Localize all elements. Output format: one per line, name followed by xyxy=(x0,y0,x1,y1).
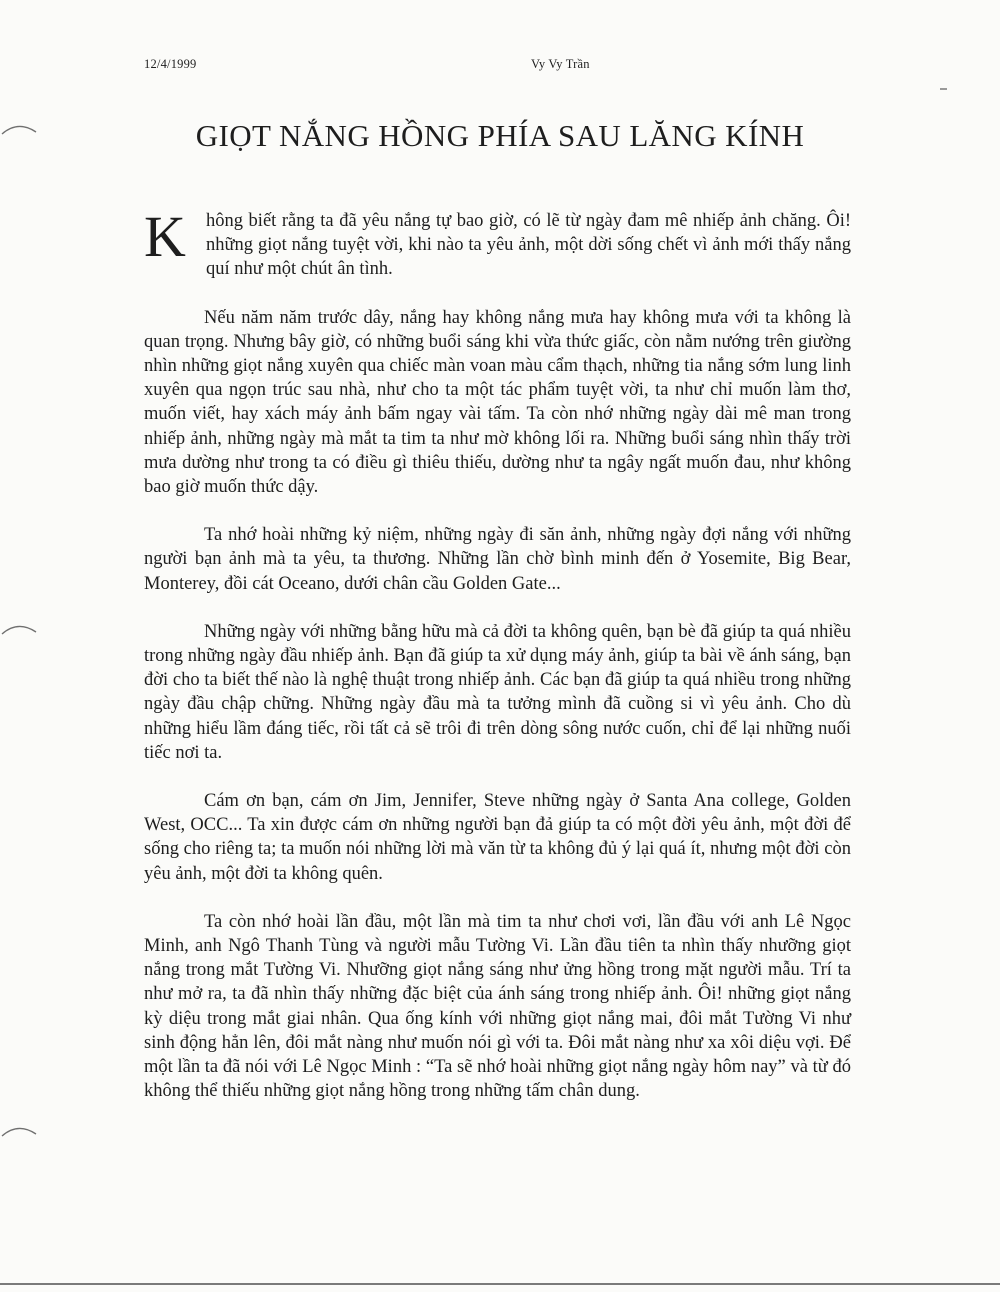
header-author: Vy Vy Trần xyxy=(531,57,590,71)
hole-punch-mark xyxy=(0,1124,42,1138)
paragraph: Những ngày với những bằng hữu mà cả đời ta không quên, bạn bè đã giúp ta quá nhiều trong những ngày đầu nhiếp ảnh. Bạn đã giúp ta xử dụng máy ảnh, giúp ta bài về ánh sáng, bạn đời cho ta biết thế nào là nghệ thuật trong nhiếp ảnh. Các bạn đã giúp ta quá nhiều trong những ngày đầu chập chững. Những ngày đầu mà ta tưởng mình đã cuồng si vì yêu ảnh. Cho dù những hiểu lầm đáng tiếc, rồi tất cả sẽ trôi đi trên dòng sông nước cuốn, chỉ để lại những nuối tiếc nơi ta. xyxy=(144,621,851,763)
paragraph: Nếu năm năm trước dây, nắng hay không nắng mưa hay không mưa với ta không là quan trọng. Nhưng bây giờ, có những buổi sáng khi vừa thức giấc, còn nằm nướng trên giường nhìn những giọt nắng xuyên qua chiếc màn voan màu cẩm thạch, những tia nắng sớm lung linh xuyên qua ngọn trúc sau nhà, như cho ta một tác phẩm tuyệt vời, ta như chỉ muốn làm thơ, muốn viết, hay xách máy ảnh bấm ngay vài tấm. Ta còn nhớ những ngày dài mê man trong nhiếp ảnh, những ngày mà mắt ta tim ta như mờ không lối ra. Những buổi sáng nhìn thấy trời mưa dường như trong ta có điều gì thiêu thiếu, dường như ta ngây ngất muốn đau, như không bao giờ muốn thức dậy. xyxy=(144,307,851,498)
paragraph: Ta còn nhớ hoài lần đầu, một lần mà tim ta như chơi vơi, lần đầu với anh Lê Ngọc Minh, anh Ngô Thanh Tùng và người mẫu Tường Vi. Lần đầu tiên ta nhìn thấy nhưỡng giọt nắng trong mắt Tường Vi. Nhưỡng giọt nắng sáng như ửng hồng trong mặt người mẫu. Trí ta như mở ra, ta đã nhìn thấy những đặc biệt của ánh sáng trong nhiếp ảnh. Ôi! những giọt nắng kỳ diệu trong mắt giai nhân. Qua ống kính với những giọt nắng mai, đôi mắt Tường Vi như sinh động hẳn lên, đôi mắt nàng như muốn nói gì với ta. Đôi mắt nàng như xa xôi diệu vợi. Để một lần ta đã nói với Lê Ngọc Minh : “Ta sẽ nhớ hoài những giọt nắng ngày hôm nay” và từ đó không thể thiếu những giọt nắng hồng trong những tấm chân dung. xyxy=(144,911,851,1102)
body-text xyxy=(144,204,851,1128)
scan-bottom-edge xyxy=(0,1283,1000,1285)
document-title: GIỌT NẮNG HỒNG PHÍA SAU LĂNG KÍNH xyxy=(195,118,805,153)
scan-mark xyxy=(940,88,947,90)
intro-paragraph xyxy=(144,204,851,282)
paragraph: Cám ơn bạn, cám ơn Jim, Jennifer, Steve những ngày ở Santa Ana college, Golden West, OCC... Ta xin được cám ơn những người bạn đả giúp ta có một đời yêu ảnh, một đời để sống cho riêng ta; ta muốn nói những lời mà văn từ ta không đủ ý lại quá ít, nhưng một đời còn yêu ảnh, một đời ta không quên. xyxy=(144,791,851,884)
drop-cap: K xyxy=(144,204,186,269)
hole-punch-mark xyxy=(0,622,42,636)
header-date: 12/4/1999 xyxy=(144,57,197,71)
intro-text: hông biết rằng ta đã yêu nắng tự bao giờ, có lẽ từ ngày đam mê nhiếp ảnh chăng. Ôi! những giọt nắng tuyệt vời, khi nào ta yêu ảnh, một dời sống chết vì ảnh mới thấy nắng quí như một chút ân tình. xyxy=(206,211,851,280)
paragraph: Ta nhớ hoài những kỷ niệm, những ngày đi săn ảnh, những ngày đợi nắng với những người bạn ảnh mà ta yêu, ta thương. Những lần chờ bình minh đến ở Yosemite, Big Bear, Monterey, đồi cát Oceano, dưới chân cầu Golden Gate... xyxy=(144,525,851,594)
